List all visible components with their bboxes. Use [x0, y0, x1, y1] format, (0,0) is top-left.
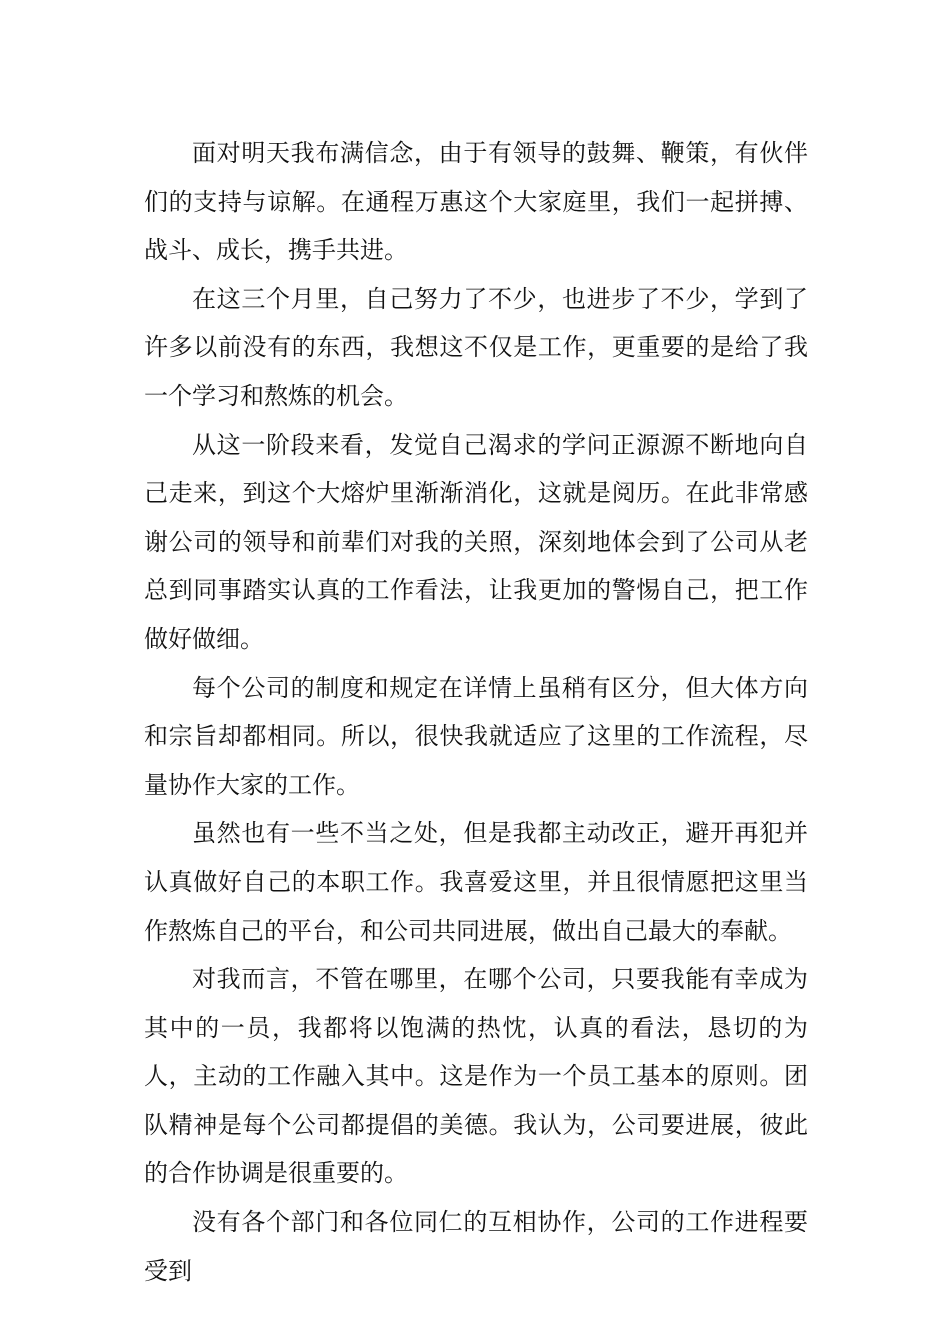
paragraph-4: 每个公司的制度和规定在详情上虽稍有区分，但大体方向和宗旨却都相同。所以，很快我就适应了这里的工作流程，尽量协作大家的工作。 — [144, 673, 808, 799]
paragraph-7: 没有各个部门和各位同仁的互相协作，公司的工作进程要受到 — [144, 1208, 808, 1285]
paragraph-3: 从这一阶段来看，发觉自己渴求的学问正源源不断地向自己走来，到这个大熔炉里渐渐消化，这就是阅历。在此非常感谢公司的领导和前辈们对我的关照，深刻地体会到了公司从老总到同事踏实认真的工作看法，让我更加的警惕自己，把工作做好做细。 — [144, 430, 808, 653]
paragraph-2: 在这三个月里，自己努力了不少，也进步了不少，学到了许多以前没有的东西，我想这不仅是工作，更重要的是给了我一个学习和熬炼的机会。 — [144, 284, 808, 410]
paragraph-6: 对我而言，不管在哪里，在哪个公司，只要我能有幸成为其中的一员，我都将以饱满的热忱，认真的看法，恳切的为人，主动的工作融入其中。这是作为一个员工基本的原则。团队精神是每个公司都提倡的美德。我认为，公司要进展，彼此的合作协调是很重要的。 — [144, 965, 808, 1188]
document-body — [144, 129, 808, 1295]
paragraph-5: 虽然也有一些不当之处，但是我都主动改正，避开再犯并认真做好自己的本职工作。我喜爱这里，并且很情愿把这里当作熬炼自己的平台，和公司共同进展，做出自己最大的奉献。 — [144, 819, 808, 945]
paragraph-1: 面对明天我布满信念，由于有领导的鼓舞、鞭策，有伙伴们的支持与谅解。在通程万惠这个大家庭里，我们一起拼搏、战斗、成长，携手共进。 — [144, 139, 808, 265]
